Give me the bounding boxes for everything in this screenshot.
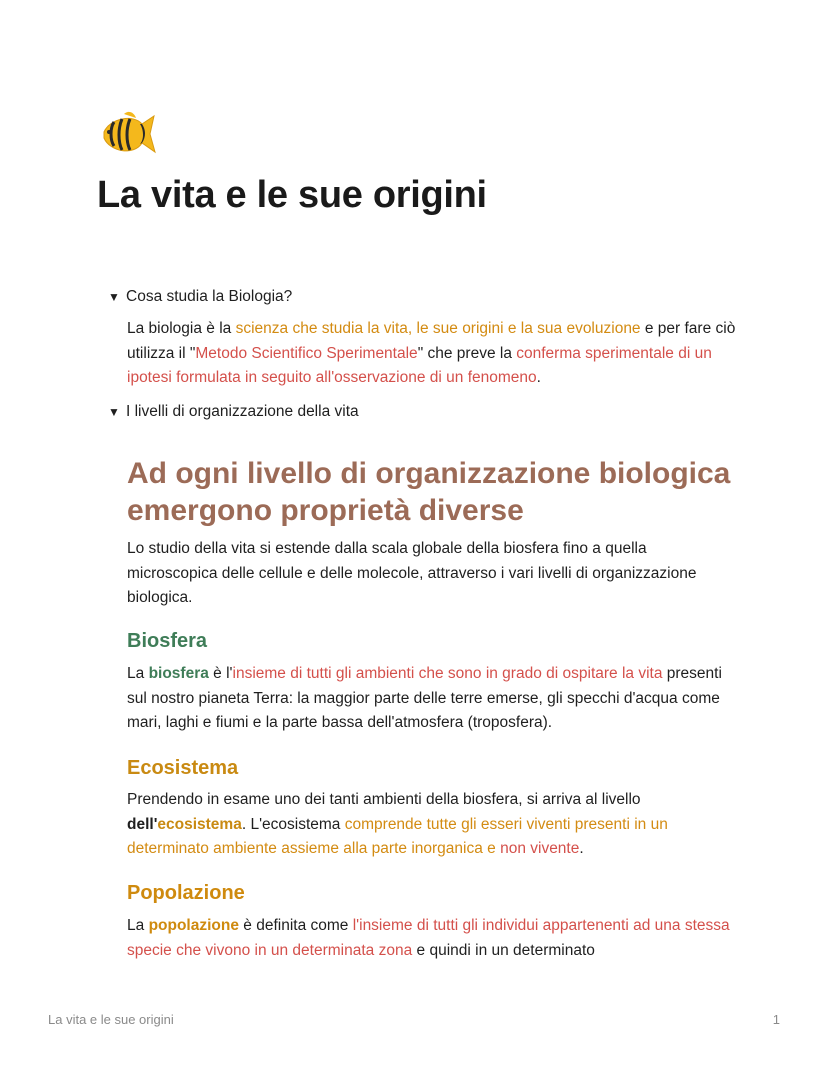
footer-title: La vita e le sue origini (48, 1012, 174, 1027)
tropical-fish-icon (100, 110, 156, 160)
toggle-cosa-studia[interactable] (108, 288, 292, 306)
popolazione-heading: Popolazione (127, 882, 245, 904)
biosfera-paragraph: La biosfera è l'insieme di tutti gli ambienti che sono in grado di ospitare la vita presenti sul nostro pianeta Terra: la maggior parte delle terre emerse, gli specchi d'acqua come mari, laghi e fiumi e la parte bassa dell'atmosfera (troposfera). (127, 665, 722, 731)
biosfera-heading: Biosfera (127, 630, 208, 652)
popolazione-paragraph: La popolazione è definita come l'insieme di tutti gli individui appartenenti ad una stessa specie che vivono in un determinata zona e quindi in un determinato (127, 917, 730, 959)
toggle-label: Cosa studia la Biologia? (126, 288, 293, 305)
toggle-label: I livelli di organizzazione della vita (126, 403, 359, 420)
intro-paragraph: Lo studio della vita si estende dalla scala globale della biosfera fino a quella microscopica delle cellule e delle molecole, attraverso i vari livelli di organizzazione biologica. (127, 540, 697, 606)
section-heading: Ad ogni livello di organizzazione biologica emergono proprietà diverse (127, 457, 731, 527)
ecosistema-heading: Ecosistema (127, 757, 239, 779)
page-title: La vita e le sue origini (97, 174, 487, 216)
toggle-livelli[interactable] (108, 403, 359, 421)
triangle-down-icon[interactable]: ▼ (108, 290, 120, 304)
ecosistema-paragraph: Prendendo in esame uno dei tanti ambienti della biosfera, si arriva al livello dell'ecosistema. L'ecosistema comprende tutte gli esseri viventi presenti in un determinato ambiente assieme alla parte inorganica e non vivente. (127, 791, 668, 857)
page-number: 1 (772, 1012, 780, 1027)
triangle-down-icon[interactable]: ▼ (108, 405, 120, 419)
biologia-paragraph: La biologia è la scienza che studia la vita, le sue origini e la sua evoluzione e per fare ciò utilizza il "Metodo Scientifico Sperimentale" che preve la conferma sperimentale di un ipotesi formulata in seguito all'osservazione di un fenomeno. (127, 320, 736, 386)
